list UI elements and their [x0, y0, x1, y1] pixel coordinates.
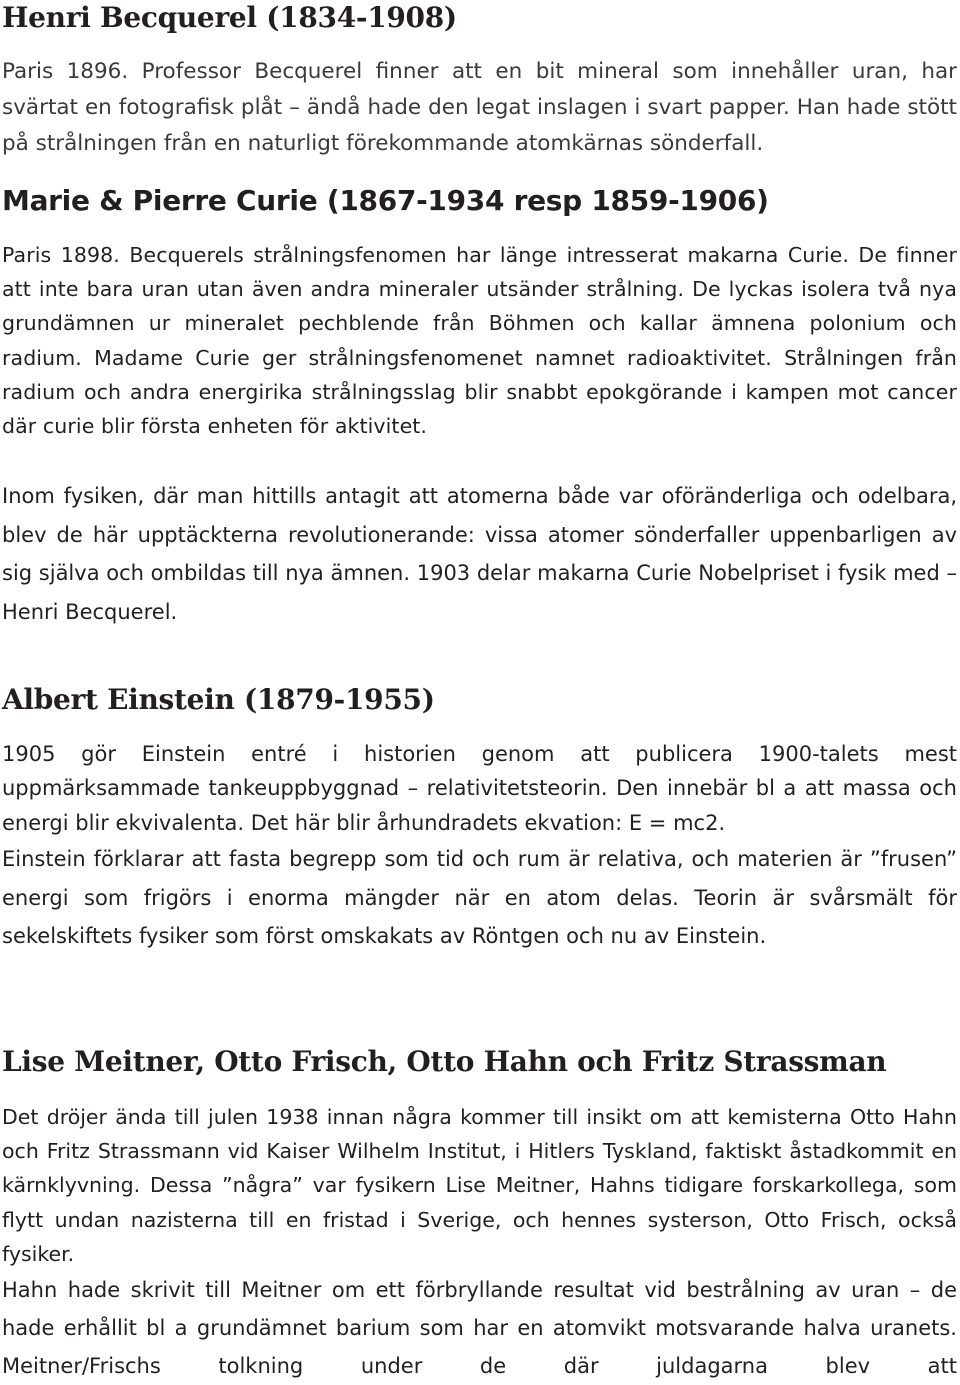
paragraph-curie-nobel: Inom fysiken, där man hittills antagit att atomerna både var oföränderliga och odelbara, blev de här upptäckterna revolutionerande: vissa atomer sönderfaller uppenbarligen av sig själva och ombildas till nya ämnen. 1903 delar makarna Curie Nobelpriset i fysik med – Henri Becquerel.	[2, 484, 957, 624]
paragraph-einstein-explanation: Einstein förklarar att fasta begrepp som tid och rum är relativa, och materien är ”frusen” energi som frigörs i enorma mängder när en atom delas. Teorin är svårsmält för sekelskiftets fysiker som först omskakats av Röntgen och nu av Einstein.	[2, 847, 957, 948]
paragraph-meitner: Det dröjer ända till julen 1938 innan några kommer till insikt om att kemisterna Otto Hahn och Fritz Strassmann vid Kaiser Wilhelm Institut, i Hitlers Tyskland, faktiskt åstadkommit en kärnklyvning. Dessa ”några” var fysikern Lise Meitner, Hahns tidigare forskarkollega, som flytt undan nazisterna till en fristad i Sverige, och hennes systerson, Otto Frisch, också fysiker.	[2, 1105, 957, 1266]
paragraph-hahn-letter: Hahn hade skrivit till Meitner om ett förbryllande resultat vid bestrålning av uran – de hade erhållit bl a grundämnet barium som har en atomvikt motsvarande halva uranets. Meitner/Frischs tolkning under de där juldagarna blev att	[2, 1278, 957, 1378]
paragraph-curie: Paris 1898. Becquerels strålningsfenomen har länge intresserat makarna Curie. De finner att inte bara uran utan även andra mineraler utsänder strålning. De lyckas isolera två nya grundämnen ur mineralet pechblende från Böhmen och kallar ämnena polonium och radium. Madame Curie ger strålningsfenomenet namnet radioaktivitet. Strålningen från radium och andra energirika strålningsslag blir snabbt epokgörande i kampen mot cancer där curie blir första enheten för aktivitet.	[2, 243, 957, 439]
paragraph-einstein-relativity: 1905 gör Einstein entré i historien genom att publicera 1900-talets mest uppmärksammade tankeuppbyggnad – relativitetsteorin. Den innebär bl a att massa och energi blir ekvivalenta. Det här blir århundradets ekvation: E = mc2.	[2, 742, 957, 835]
heading-becquerel: Henri Becquerel (1834-1908)	[2, 1, 457, 34]
heading-meitner: Lise Meitner, Otto Frisch, Otto Hahn och Fritz Strassman	[2, 1045, 887, 1078]
heading-curie: Marie & Pierre Curie (1867-1934 resp 1859-1906)	[2, 184, 769, 217]
paragraph-becquerel: Paris 1896. Professor Becquerel finner att en bit mineral som innehåller uran, har svärtat en fotografisk plåt – ändå hade den legat inslagen i svart papper. Han hade stött på strålningen från en naturligt förekommande atomkärnas sönderfall.	[2, 59, 957, 156]
heading-einstein: Albert Einstein (1879-1955)	[2, 683, 435, 716]
